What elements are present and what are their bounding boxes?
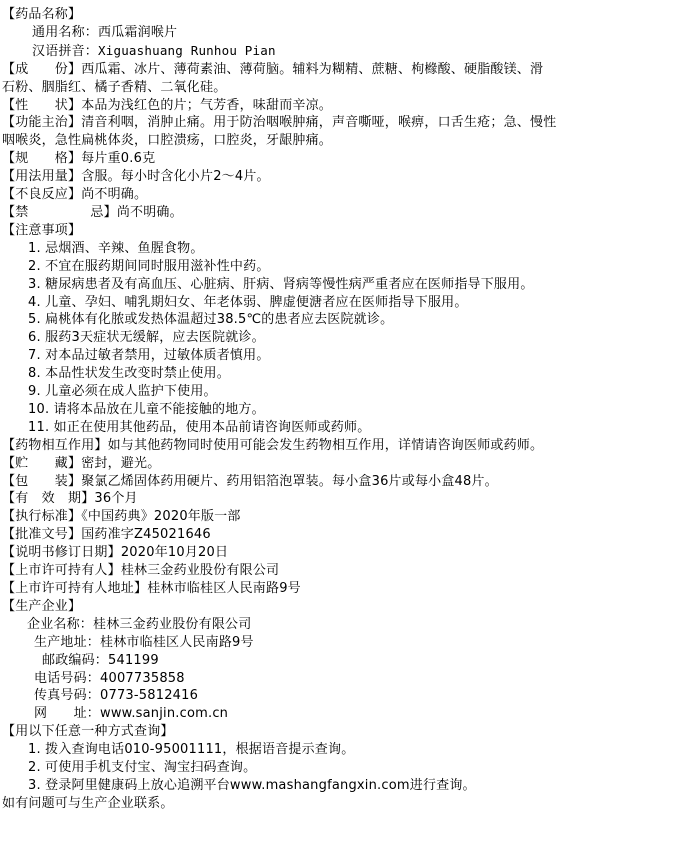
indications-row — [2, 114, 692, 132]
section-header-contraindication-open: 【禁 — [2, 204, 29, 220]
generic-name-value: 西瓜霜润喉片 — [98, 24, 178, 40]
ingredients-text-2: 石粉、胭脂红、橘子香精、二氧化硅。 — [2, 79, 227, 95]
section-header-indications: 【功能主治】 — [2, 115, 82, 131]
address-row — [2, 634, 692, 652]
fax-row — [2, 687, 692, 705]
section-header-query: 【用以下任意一种方式查询】 — [2, 724, 174, 740]
validity-row — [2, 490, 692, 508]
phone-value: 4007735858 — [100, 670, 185, 686]
website-row — [2, 705, 692, 723]
revision-row — [2, 544, 692, 562]
indications-text-1: 清音利咽，消肿止痛。用于防治咽喉肿痛，声音嘶哑，喉痹，口舌生疮；急、慢性 — [81, 115, 557, 131]
pinyin-value: Xiguashuang Runhou Pian — [98, 42, 276, 58]
revision-text: 2020年10月20日 — [120, 545, 229, 561]
website-value: www.sanjin.com.cn — [100, 706, 229, 722]
company-row — [2, 616, 692, 634]
package-row — [2, 473, 692, 491]
mah-text: 桂林三金药业股份有限公司 — [120, 563, 280, 579]
approval-row — [2, 526, 692, 544]
section-header-spec: 【规 格】 — [2, 151, 82, 167]
appearance-text: 本品为浅红色的片；气芳香，味甜而辛凉。 — [81, 97, 333, 113]
postcode-row — [2, 652, 692, 670]
interactions-row — [2, 437, 692, 455]
list-item: 2. 可使用手机支付宝、淘宝扫码查询。 — [28, 760, 257, 776]
footer-note: 如有问题可与生产企业联系。 — [2, 795, 174, 811]
list-item: 8. 本品性状发生改变时禁止使用。 — [28, 366, 230, 382]
list-item: 1. 忌烟酒、辛辣、鱼腥食物。 — [28, 240, 204, 256]
precautions-list — [2, 240, 692, 437]
indications-text-2: 咽喉炎，急性扁桃体炎，口腔溃疡，口腔炎，牙龈肿痛。 — [2, 133, 333, 149]
section-header-precautions: 【注意事项】 — [2, 222, 82, 238]
validity-text: 36个月 — [94, 491, 138, 507]
list-item: 2. 不宜在服药期间同时服用滋补性中药。 — [28, 258, 270, 274]
postcode-value: 541199 — [108, 652, 159, 668]
list-item: 3. 登录阿里健康码上放心追溯平台www.mashangfangxin.com进行查询。 — [28, 777, 476, 793]
website-label: 网 址： — [34, 706, 101, 722]
section-header-interactions: 【药物相互作用】 — [2, 437, 108, 453]
section-header-approval: 【批准文号】 — [2, 527, 82, 543]
generic-name-label: 通用名称： — [32, 24, 99, 40]
fax-value: 0773-5812416 — [100, 688, 199, 704]
address-value: 桂林市临桂区人民南路9号 — [100, 634, 254, 650]
section-header-standard: 【执行标准】 — [2, 509, 82, 525]
storage-text: 密封，避光。 — [81, 455, 161, 471]
list-item: 6. 服药3天症状无缓解，应去医院就诊。 — [28, 330, 265, 346]
section-header-ingredients: 【成 份】 — [2, 61, 82, 77]
pinyin-row — [2, 42, 692, 61]
section-header-usage: 【用法用量】 — [2, 169, 82, 185]
generic-name-row — [2, 24, 692, 42]
list-item: 1. 拨入查询电话010-95001111，根据语音提示查询。 — [28, 742, 355, 758]
postcode-label: 邮政编码： — [42, 652, 109, 668]
company-value: 桂林三金药业股份有限公司 — [93, 616, 252, 632]
adverse-row — [2, 186, 692, 204]
appearance-row — [2, 97, 692, 115]
list-item: 4. 儿童、孕妇、哺乳期妇女、年老体弱、脾虚便溏者应在医师指导下服用。 — [28, 294, 468, 310]
ingredients-row — [2, 61, 692, 79]
mah-address-text: 桂林市临桂区人民南路9号 — [147, 581, 301, 596]
standard-row — [2, 508, 692, 526]
usage-text: 含服。每小时含化小片2～4片。 — [81, 169, 270, 185]
section-header-appearance: 【性 状】 — [2, 97, 82, 113]
address-label: 生产地址： — [34, 634, 101, 650]
section-header-drug-name: 【药品名称】 — [2, 7, 82, 22]
company-label: 企业名称： — [27, 616, 94, 632]
query-list — [2, 741, 692, 795]
list-item: 3. 糖尿病患者及有高血压、心脏病、肝病、肾病等慢性病严重者应在医师指导下服用。 — [28, 276, 534, 292]
section-header-adverse: 【不良反应】 — [2, 187, 82, 203]
adverse-text: 尚不明确。 — [81, 187, 148, 203]
pinyin-label: 汉语拼音： — [32, 43, 99, 59]
section-header-validity: 【有 效 期】 — [2, 491, 95, 507]
section-header-contraindication-close: 忌】 — [90, 204, 117, 220]
list-item: 9. 儿童必须在成人监护下使用。 — [28, 384, 217, 400]
section-header-mah: 【上市许可持有人】 — [2, 563, 121, 579]
spec-text: 每片重0.6克 — [81, 151, 156, 167]
usage-row — [2, 168, 692, 186]
ingredients-text-1: 西瓜霜、冰片、薄荷素油、薄荷脑。辅料为糊精、蔗糖、枸橼酸、硬脂酸镁、滑 — [81, 61, 544, 77]
contraindication-text: 尚不明确。 — [116, 204, 183, 220]
list-item: 10. 请将本品放在儿童不能接触的地方。 — [28, 401, 265, 417]
contraindication-row — [2, 204, 692, 222]
spec-row — [2, 150, 692, 168]
phone-row — [2, 670, 692, 688]
mah-address-row — [2, 580, 692, 598]
section-header-package: 【包 装】 — [2, 473, 82, 489]
mah-row — [2, 562, 692, 580]
list-item: 7. 对本品过敏者禁用，过敏体质者慎用。 — [28, 348, 270, 364]
section-header-mah-address: 【上市许可持有人地址】 — [2, 581, 148, 596]
interactions-text: 如与其他药物同时使用可能会发生药物相互作用，详情请咨询医师或药师。 — [107, 437, 544, 453]
section-header-manufacturer: 【生产企业】 — [2, 598, 82, 614]
phone-label: 电话号码： — [34, 670, 101, 686]
drug-leaflet — [2, 6, 692, 813]
section-header-revision: 【说明书修订日期】 — [2, 545, 121, 561]
storage-row — [2, 455, 692, 473]
fax-label: 传真号码： — [34, 688, 101, 704]
standard-text: 《中国药典》2020年版一部 — [81, 509, 241, 525]
list-item: 5. 扁桃体有化脓或发热体温超过38.5℃的患者应去医院就诊。 — [28, 312, 394, 328]
approval-text: 国药准字Z45021646 — [81, 527, 211, 543]
section-header-storage: 【贮 藏】 — [2, 455, 82, 471]
package-text: 聚氯乙烯固体药用硬片、药用铝箔泡罩装。每小盒36片或每小盒48片。 — [81, 473, 498, 489]
list-item: 11. 如正在使用其他药品，使用本品前请咨询医师或药师。 — [28, 419, 371, 435]
